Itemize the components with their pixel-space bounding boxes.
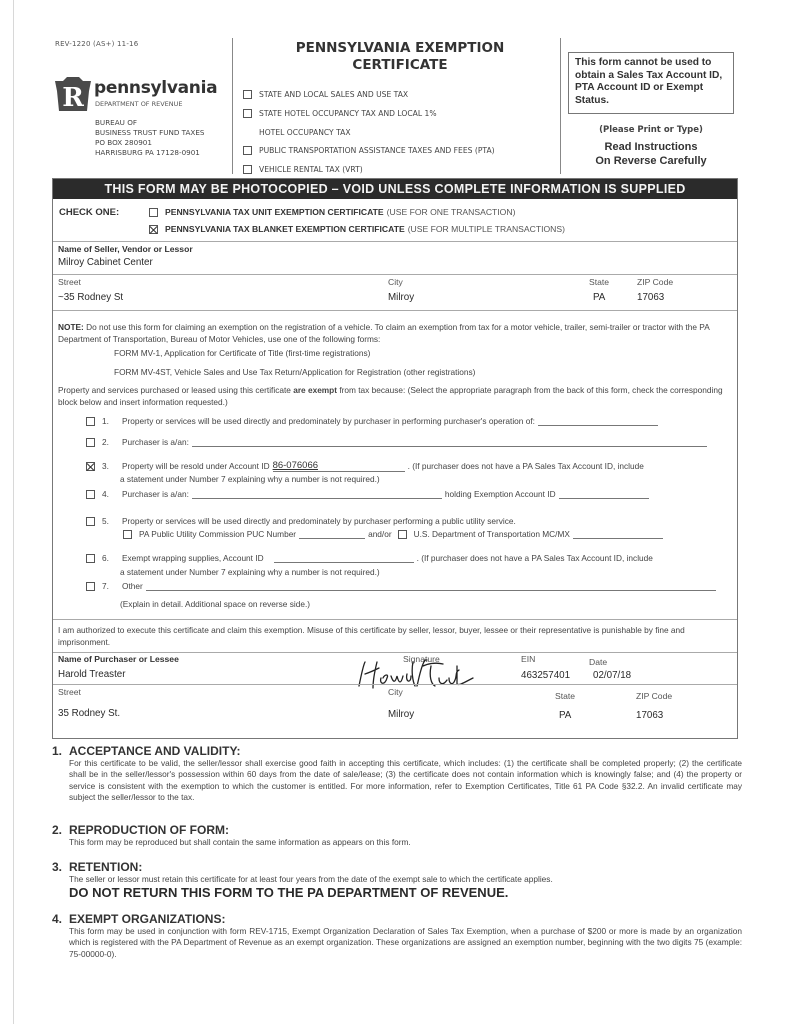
tax-type-hotel-continued bbox=[243, 123, 495, 141]
purchaser-name-field[interactable]: Harold Treaster bbox=[58, 669, 126, 680]
date-label: Date bbox=[589, 657, 608, 667]
divider bbox=[53, 652, 737, 653]
checkbox-checked[interactable] bbox=[86, 462, 95, 471]
item-text: . (If purchaser does not have a PA Sales Tax Account ID, include bbox=[407, 461, 644, 471]
item-text: holding Exemption Account ID bbox=[444, 489, 556, 499]
checkbox[interactable] bbox=[86, 554, 95, 563]
checkbox-label: STATE AND LOCAL SALES AND USE TAX bbox=[259, 90, 409, 99]
note-line: Read Instructions bbox=[604, 141, 698, 153]
divider bbox=[53, 274, 737, 275]
tax-type-hotel[interactable] bbox=[243, 104, 495, 123]
item-7-continued: (Explain in detail. Additional space on reverse side.) bbox=[120, 599, 311, 609]
intro-emphasis: are exempt bbox=[293, 385, 338, 395]
checkbox[interactable] bbox=[86, 438, 95, 447]
note-line: On Reverse Carefully bbox=[595, 155, 707, 167]
exemption-item-4[interactable] bbox=[86, 489, 652, 499]
purchaser-zip-field[interactable]: 17063 bbox=[636, 710, 664, 721]
ein-field[interactable]: 463257401 bbox=[521, 670, 571, 681]
seller-zip-label: ZIP Code bbox=[637, 277, 674, 287]
item-6-continued: a statement under Number 7 explaining why a number is not required.) bbox=[120, 567, 380, 577]
unit-certificate-option[interactable] bbox=[149, 207, 515, 217]
exemption-item-2[interactable] bbox=[86, 437, 710, 447]
title-line: PENNSYLVANIA EXEMPTION bbox=[295, 40, 505, 56]
instruction-heading: 2. REPRODUCTION OF FORM: bbox=[52, 823, 229, 837]
title-line: CERTIFICATE bbox=[352, 57, 448, 73]
checkbox[interactable] bbox=[86, 490, 95, 499]
item-number: 3. bbox=[102, 461, 109, 471]
tax-type-pta[interactable] bbox=[243, 141, 495, 160]
andor-label: and/or bbox=[368, 529, 392, 539]
checkbox-checked[interactable] bbox=[149, 225, 158, 234]
form-title bbox=[240, 40, 560, 74]
purchaser-type-field[interactable] bbox=[192, 490, 442, 499]
seller-name-label: Name of Seller, Vendor or Lessor bbox=[58, 244, 193, 254]
item-text: . (If purchaser does not have a PA Sales Tax Account ID, include bbox=[416, 553, 653, 563]
item-text: Property or services will be used directly and predominately by purchaser performing a public utility service. bbox=[122, 516, 516, 526]
address-line: PO BOX 280901 bbox=[95, 138, 152, 147]
option-label: PENNSYLVANIA TAX BLANKET EXEMPTION CERTIFICATE bbox=[165, 224, 405, 234]
item-text: Property will be resold under Account ID bbox=[122, 461, 270, 471]
item-number: 4. bbox=[102, 489, 109, 499]
vehicle-note bbox=[58, 322, 734, 345]
seller-street-label: Street bbox=[58, 277, 81, 287]
option-note: (USE FOR MULTIPLE TRANSACTIONS) bbox=[407, 224, 565, 234]
note-text: Do not use this form for claiming an exemption on the registration of a vehicle. To claim an exemption from tax for a motor vehicle, trailer, semi-trailer or tractor with the PA Department of Transportation, Bureau of Motor Vehicles, use one of the following forms: bbox=[58, 322, 710, 344]
purchaser-state-label: State bbox=[555, 691, 576, 701]
notice-box: This form cannot be used to obtain a Sales Tax Account ID, PTA Account ID or Exempt Status. bbox=[568, 52, 734, 114]
purchaser-name-label: Name of Purchaser or Lessee bbox=[58, 654, 179, 664]
checkbox[interactable] bbox=[243, 90, 252, 99]
item-text: Exempt wrapping supplies, Account ID bbox=[122, 553, 264, 563]
item-text: Other bbox=[122, 581, 143, 591]
divider bbox=[560, 38, 561, 174]
tax-type-list bbox=[243, 85, 495, 179]
logo-name: pennsylvania bbox=[94, 78, 218, 98]
checkbox[interactable] bbox=[86, 517, 95, 526]
puc-number-field[interactable] bbox=[299, 530, 365, 539]
divider bbox=[53, 684, 737, 685]
exemption-item-7[interactable] bbox=[86, 581, 719, 591]
checkbox[interactable] bbox=[243, 109, 252, 118]
checkbox-label: HOTEL OCCUPANCY TAX bbox=[259, 127, 351, 137]
intro-text: Property and services purchased or leased using this certificate bbox=[58, 385, 294, 395]
intro-text: from tax because: (Select the appropriate paragraph from the back of this form, check the corresponding block below and insert information requested.) bbox=[58, 385, 723, 407]
item-text: Property or services will be used directly and predominately by purchaser in performing purchaser's operation of: bbox=[122, 416, 535, 426]
logo-letter: R bbox=[62, 83, 84, 113]
dot-checkbox[interactable] bbox=[398, 530, 407, 539]
check-one-label: CHECK ONE: bbox=[59, 207, 120, 218]
divider bbox=[53, 241, 737, 242]
purchaser-street-field[interactable]: 35 Rodney St. bbox=[58, 708, 121, 719]
item-number: 6. bbox=[102, 553, 109, 563]
seller-street-field[interactable]: ~35 Rodney St bbox=[58, 292, 124, 303]
instruction-exempt-orgs bbox=[52, 912, 742, 960]
form-code: REV-1220 (AS+) 11-16 bbox=[55, 40, 139, 48]
operation-field[interactable] bbox=[538, 417, 658, 426]
item-number: 5. bbox=[102, 516, 109, 526]
authorization-statement: I am authorized to execute this certificate and claim this exemption. Misuse of this certificate by seller, lessor, buyer, lessee or their representative is punishable by fine and imprisonment. bbox=[58, 625, 685, 647]
address-line: HARRISBURG PA 17128-0901 bbox=[95, 148, 200, 157]
item-text: Purchaser is a/an: bbox=[122, 489, 189, 499]
page-edge bbox=[13, 0, 14, 1024]
form-reference: FORM MV-4ST, Vehicle Sales and Use Tax Return/Application for Registration (other registrations) bbox=[114, 367, 476, 377]
instruction-reproduction bbox=[52, 823, 742, 848]
exemption-item-6[interactable] bbox=[86, 553, 653, 563]
seller-state-label: State bbox=[589, 277, 610, 287]
item-5-sub-options bbox=[123, 529, 666, 539]
resale-account-id-field[interactable]: 86-076066 bbox=[273, 460, 405, 472]
bureau-address bbox=[95, 118, 204, 158]
print-type-note: (Please Print or Type) bbox=[599, 125, 703, 135]
signature-label: Signature bbox=[403, 654, 440, 664]
property-intro bbox=[58, 385, 734, 408]
logo-department: DEPARTMENT OF REVENUE bbox=[95, 100, 183, 108]
note-label: NOTE: bbox=[58, 322, 84, 332]
mc-mx-field[interactable] bbox=[573, 530, 663, 539]
option-note: (USE FOR ONE TRANSACTION) bbox=[386, 207, 516, 217]
instruction-acceptance bbox=[52, 744, 742, 803]
checkbox-label: STATE HOTEL OCCUPANCY TAX AND LOCAL 1% bbox=[259, 109, 437, 118]
purchaser-type-field[interactable] bbox=[192, 438, 707, 447]
seller-city-label: City bbox=[388, 277, 403, 287]
checkbox[interactable] bbox=[86, 417, 95, 426]
tax-type-sales-use[interactable] bbox=[243, 85, 495, 104]
exemption-item-5[interactable] bbox=[86, 516, 516, 526]
form-reference: FORM MV-1, Application for Certificate of Title (first-time registrations) bbox=[114, 348, 371, 358]
purchaser-state-field[interactable]: PA bbox=[559, 710, 572, 721]
exemption-item-3[interactable] bbox=[86, 460, 644, 472]
blanket-certificate-option[interactable] bbox=[149, 224, 565, 234]
address-line: BUREAU OF bbox=[95, 118, 137, 127]
puc-label: PA Public Utility Commission PUC Number bbox=[139, 529, 297, 539]
exemption-account-id-field[interactable] bbox=[559, 490, 649, 499]
checkbox-label: PUBLIC TRANSPORTATION ASSISTANCE TAXES AND FEES (PTA) bbox=[259, 146, 495, 155]
instruction-body: This form may be reproduced but shall contain the same information as appears on this form. bbox=[69, 837, 411, 847]
seller-city-field[interactable]: Milroy bbox=[388, 292, 415, 303]
keystone-r-icon bbox=[53, 77, 93, 113]
purchaser-zip-label: ZIP Code bbox=[636, 691, 673, 701]
seller-name-field[interactable]: Milroy Cabinet Center bbox=[58, 257, 153, 268]
instruction-retention bbox=[52, 860, 742, 900]
puc-checkbox[interactable] bbox=[123, 530, 132, 539]
instruction-heading: 1. ACCEPTANCE AND VALIDITY: bbox=[52, 744, 241, 758]
item-text: Purchaser is a/an: bbox=[122, 437, 189, 447]
purchaser-city-field[interactable]: Milroy bbox=[388, 709, 415, 720]
seller-zip-field[interactable]: 17063 bbox=[637, 292, 665, 303]
purchaser-city-label: City bbox=[388, 687, 403, 697]
dot-label: U.S. Department of Transportation MC/MX bbox=[413, 529, 570, 539]
instruction-heading: 4. EXEMPT ORGANIZATIONS: bbox=[52, 912, 226, 926]
checkbox[interactable] bbox=[243, 146, 252, 155]
checkbox[interactable] bbox=[149, 208, 158, 217]
do-not-return-warning: DO NOT RETURN THIS FORM TO THE PA DEPARTMENT OF REVENUE. bbox=[69, 885, 509, 901]
photocopy-banner: THIS FORM MAY BE PHOTOCOPIED – VOID UNLESS COMPLETE INFORMATION IS SUPPLIED bbox=[53, 179, 737, 199]
checkbox[interactable] bbox=[243, 165, 252, 174]
wrapping-account-id-field[interactable] bbox=[274, 554, 414, 563]
address-line: BUSINESS TRUST FUND TAXES bbox=[95, 128, 205, 137]
purchaser-street-label: Street bbox=[58, 687, 81, 697]
read-instructions-note bbox=[568, 140, 734, 168]
divider bbox=[232, 38, 233, 174]
instruction-body: The seller or lessor must retain this certificate for at least four years from the date of the exempt sale to which the certificate applies. bbox=[69, 874, 553, 884]
date-field[interactable]: 02/07/18 bbox=[593, 670, 632, 681]
instruction-body: For this certificate to be valid, the seller/lessor shall exercise good faith in accepting this certificate, which includes: (1) the certificate shall be completed properly; (2) the certificate shall be in the seller/lessor's possession within 60 days from the date of sale/lease; (3) the certificate does not contain information which is knowingly false; and (4) the property or service is consistent with the exemption to which the customer is entitled. For more information, refer to Exemption Certificates, Title 61 PA Code §32.2. An invalid certificate may subject the seller/lessor to the tax. bbox=[69, 758, 742, 802]
exemption-item-1[interactable] bbox=[86, 416, 661, 426]
item-number: 2. bbox=[102, 437, 109, 447]
checkbox-label: VEHICLE RENTAL TAX (VRT) bbox=[259, 165, 363, 174]
item-number: 1. bbox=[102, 416, 109, 426]
tax-type-vrt[interactable] bbox=[243, 160, 495, 179]
seller-state-field[interactable]: PA bbox=[593, 292, 606, 303]
signature-field[interactable] bbox=[351, 656, 511, 696]
divider bbox=[53, 619, 737, 620]
form-box bbox=[52, 178, 738, 739]
divider bbox=[53, 310, 737, 311]
item-number: 7. bbox=[102, 581, 109, 591]
item-3-continued: a statement under Number 7 explaining why a number is not required.) bbox=[120, 474, 380, 484]
instruction-body: This form may be used in conjunction with form REV-1715, Exempt Organization Declaration of Sales Tax Exemption, when a purchase of $200 or more is made by an organization which is registered with the PA Department of Revenue as an exempt organization. These organizations are assigned an exemption number, beginning with the two digits 75 (example: 75-00000-0). bbox=[69, 926, 742, 959]
instruction-heading: 3. RETENTION: bbox=[52, 860, 143, 874]
ein-label: EIN bbox=[521, 654, 536, 664]
checkbox[interactable] bbox=[86, 582, 95, 591]
option-label: PENNSYLVANIA TAX UNIT EXEMPTION CERTIFICATE bbox=[165, 207, 384, 217]
other-field[interactable] bbox=[146, 582, 716, 591]
